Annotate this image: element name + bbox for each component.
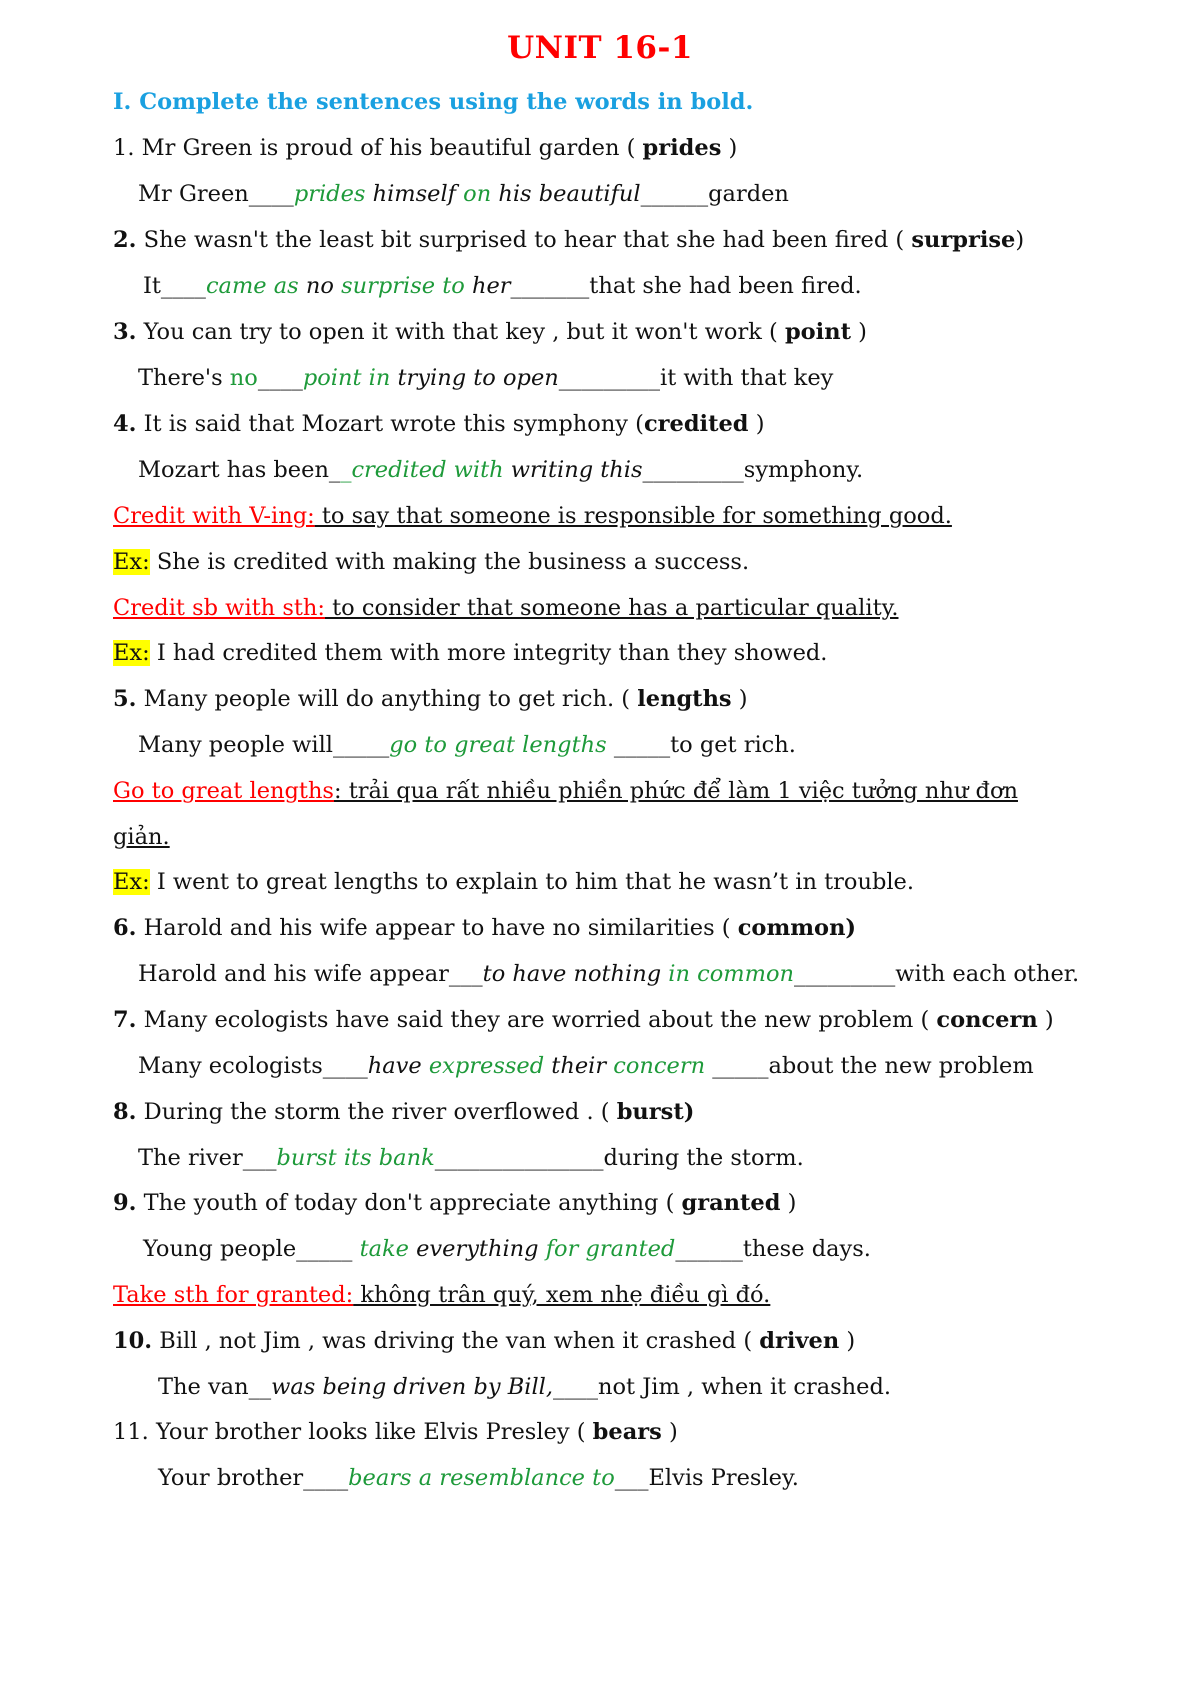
question-8	[113, 1096, 694, 1128]
question-end: )	[1037, 1007, 1054, 1033]
note-term: Credit sb with sth:	[113, 595, 325, 621]
question-text: Harold and his wife appear to have no similarities (	[136, 915, 738, 941]
answer-11	[158, 1462, 799, 1494]
answer-suffix: ______garden	[640, 181, 789, 207]
keyword: lengths	[637, 686, 732, 712]
keyword: bears	[592, 1419, 662, 1445]
question-10	[113, 1325, 855, 1357]
keyword: granted	[681, 1190, 781, 1216]
answer-part: their	[551, 1053, 607, 1079]
example-text: She is credited with making the business a success.	[149, 549, 750, 575]
question-end: )	[780, 1190, 797, 1216]
question-text: Many ecologists have said they are worried about the new problem (	[136, 1007, 937, 1033]
question-3	[113, 316, 867, 348]
question-end: )	[721, 135, 738, 161]
question-end: )	[839, 1328, 856, 1354]
example-3	[113, 866, 914, 898]
note-term: Take sth for granted:	[113, 1282, 354, 1308]
vocab-note-4	[113, 1279, 770, 1311]
vocab-note-3-continued	[113, 821, 170, 853]
question-end: )	[748, 411, 765, 437]
answer-prefix: The river___	[138, 1145, 277, 1171]
answer-part: no	[298, 273, 342, 299]
question-number: 7.	[113, 1007, 137, 1033]
keyword: concern	[936, 1007, 1038, 1033]
answer-prefix: Young people_____	[143, 1236, 360, 1262]
question-text: During the storm the river overflowed . (	[136, 1099, 617, 1125]
example-label: Ex:	[113, 640, 150, 666]
answer-part: _credited with	[340, 457, 504, 483]
answer-part: in common	[668, 961, 794, 987]
question-number: 9.	[113, 1190, 137, 1216]
note-definition: to say that someone is responsible for something good.	[314, 503, 952, 529]
answer-6	[138, 958, 1079, 990]
answer-part: trying to open	[390, 365, 559, 391]
question-end: )	[731, 686, 748, 712]
answer-part: bears a resemblance to	[348, 1465, 615, 1491]
page-title: UNIT 16-1	[507, 30, 693, 66]
question-number: 2.	[113, 227, 137, 253]
question-6	[113, 912, 856, 944]
question-end: )	[850, 319, 867, 345]
answer-prefix: It____	[143, 273, 206, 299]
answer-part: _was being driven by Bill,	[259, 1374, 553, 1400]
answer-suffix: _________symphony.	[642, 457, 864, 483]
answer-prefix: Mozart has been_	[138, 457, 341, 483]
example-text: I had credited them with more integrity than they showed.	[149, 640, 828, 666]
answer-suffix: ______these days.	[675, 1236, 871, 1262]
answer-10	[158, 1371, 891, 1403]
note-definition-continued: giản.	[113, 824, 170, 850]
answer-part: her	[464, 273, 511, 299]
answer-suffix: ____not Jim , when it crashed.	[553, 1374, 892, 1400]
answer-prefix: Many people will_____	[138, 732, 390, 758]
question-number: 5.	[113, 686, 137, 712]
question-number: 11.	[113, 1419, 149, 1445]
answer-prefix: Your brother____	[158, 1465, 349, 1491]
answer-prefix: The van_	[158, 1374, 260, 1400]
answer-suffix: _____to get rich.	[606, 732, 796, 758]
question-number: 3.	[113, 319, 137, 345]
question-end: )	[1015, 227, 1025, 253]
section-heading: I. Complete the sentences using the words in bold.	[113, 89, 754, 115]
example-text: I went to great lengths to explain to him that he wasn’t in trouble.	[149, 869, 915, 895]
question-text: Bill , not Jim , was driving the van when it crashed (	[152, 1328, 760, 1354]
keyword: burst)	[616, 1099, 695, 1125]
note-definition: to consider that someone has a particular quality.	[324, 595, 899, 621]
answer-part: himself	[365, 181, 464, 207]
question-text: Many people will do anything to get rich. (	[136, 686, 638, 712]
keyword: prides	[642, 135, 722, 161]
answer-part: prides	[293, 181, 366, 207]
question-number: 6.	[113, 915, 137, 941]
answer-prefix: Many ecologists____	[138, 1053, 368, 1079]
keyword: point	[784, 319, 851, 345]
answer-suffix: ___Elvis Presley.	[614, 1465, 799, 1491]
vocab-note-3	[113, 775, 1018, 807]
answer-7	[138, 1050, 1034, 1082]
answer-part: go to great lengths	[389, 732, 607, 758]
answer-5	[138, 729, 796, 761]
question-9	[113, 1187, 796, 1219]
question-text: Mr Green is proud of his beautiful garden (	[134, 135, 643, 161]
question-text: It is said that Mozart wrote this symphony (	[136, 411, 644, 437]
example-1	[113, 546, 749, 578]
note-definition: : trải qua rất nhiều phiền phức để làm 1 việc tưởng như đơn	[333, 778, 1018, 804]
answer-part: writing this	[503, 457, 643, 483]
question-end: )	[661, 1419, 678, 1445]
question-1	[113, 132, 737, 164]
keyword: surprise	[911, 227, 1016, 253]
answer-suffix: _____about the new problem	[705, 1053, 1034, 1079]
answer-prefix: Harold and his wife appear___	[138, 961, 483, 987]
answer-part: burst its bank	[276, 1145, 435, 1171]
answer-part: have	[367, 1053, 422, 1079]
example-label: Ex:	[113, 869, 150, 895]
answer-prefix: There's	[138, 365, 230, 391]
example-2	[113, 637, 827, 669]
answer-suffix: _______________during the storm.	[434, 1145, 804, 1171]
question-text: You can try to open it with that key , but it won't work (	[136, 319, 785, 345]
question-text: She wasn't the least bit surprised to hear that she had been fired (	[136, 227, 912, 253]
question-text: The youth of today don't appreciate anything (	[136, 1190, 682, 1216]
answer-4	[138, 454, 863, 486]
question-number: 10.	[113, 1328, 153, 1354]
answer-suffix: _________with each other.	[794, 961, 1080, 987]
note-term: Credit with V-ing:	[113, 503, 315, 529]
question-number: 8.	[113, 1099, 137, 1125]
answer-part: on	[463, 181, 492, 207]
keyword: driven	[759, 1328, 840, 1354]
keyword: credited	[643, 411, 749, 437]
note-term: Go to great lengths	[113, 778, 334, 804]
note-definition: không trân quý, xem nhẹ điều gì đó.	[353, 1282, 771, 1308]
answer-part: his beautiful	[491, 181, 641, 207]
answer-suffix: _________it with that key	[558, 365, 834, 391]
answer-part: take	[359, 1236, 409, 1262]
answer-suffix: _______that she had been fired.	[510, 273, 862, 299]
question-number: 1.	[113, 135, 135, 161]
answer-part: point in	[302, 365, 391, 391]
answer-9	[143, 1233, 871, 1265]
vocab-note-2	[113, 592, 898, 624]
answer-1	[138, 178, 789, 210]
answer-part: no	[229, 365, 258, 391]
example-label: Ex:	[113, 549, 150, 575]
answer-part: everything	[408, 1236, 546, 1262]
answer-part: for granted	[545, 1236, 676, 1262]
vocab-note-1	[113, 500, 952, 532]
question-2	[113, 224, 1024, 256]
answer-3	[138, 362, 833, 394]
question-5	[113, 683, 748, 715]
answer-part: surprise to	[341, 273, 465, 299]
answer-part: concern	[606, 1053, 706, 1079]
question-7	[113, 1004, 1054, 1036]
question-text: Your brother looks like Elvis Presley (	[148, 1419, 593, 1445]
answer-part: expressed	[421, 1053, 552, 1079]
answer-8	[138, 1142, 804, 1174]
answer-2	[143, 270, 862, 302]
answer-part: came as	[205, 273, 299, 299]
question-number: 4.	[113, 411, 137, 437]
question-11	[113, 1416, 678, 1448]
keyword: common)	[737, 915, 857, 941]
answer-prefix: Mr Green____	[138, 181, 294, 207]
answer-part: to have nothing	[482, 961, 662, 987]
question-4	[113, 408, 764, 440]
answer-blank: ____	[257, 365, 303, 391]
